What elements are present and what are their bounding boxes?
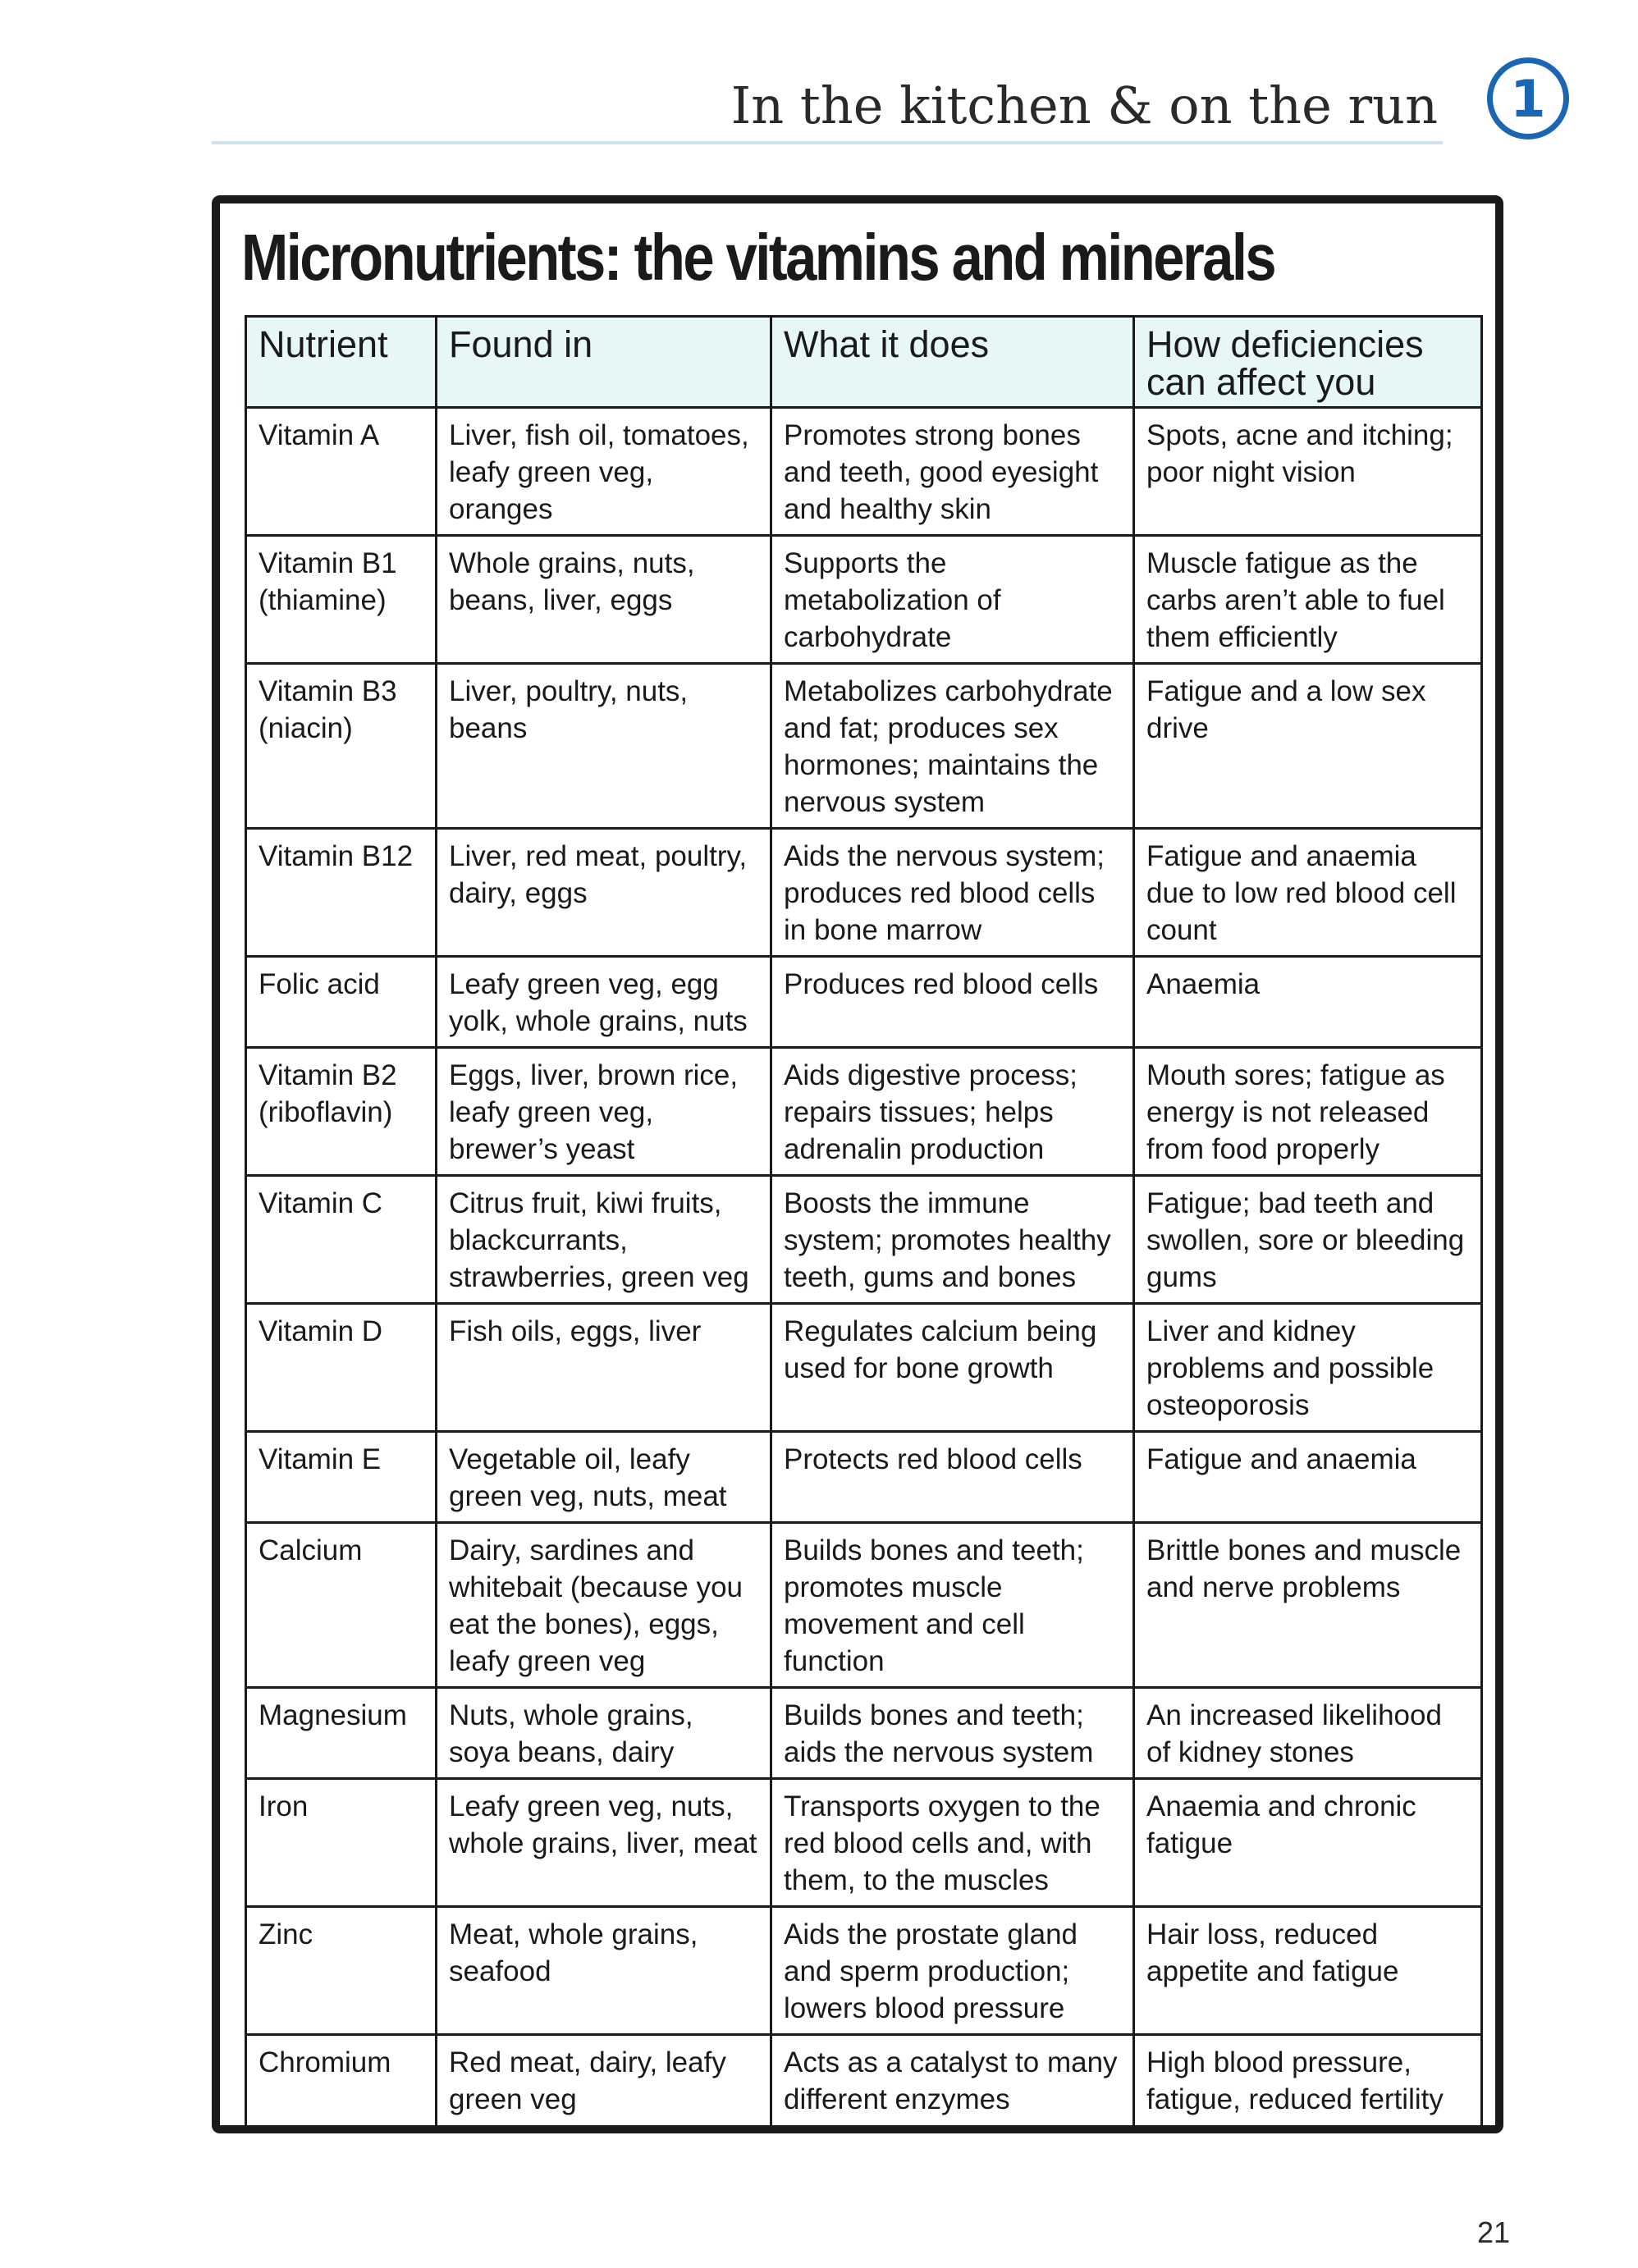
- table-row: [246, 1779, 1482, 1907]
- deficiency-cell: Fatigue and anaemia due to low red blood cell count: [1134, 829, 1482, 957]
- micronutrients-table: [245, 315, 1483, 2131]
- found-in-cell: Fish oils, eggs, liver: [437, 1304, 771, 1432]
- nutrient-cell: Vitamin B12: [246, 829, 437, 957]
- table-row: [246, 829, 1482, 957]
- column-header-deficiency: How deficiencies can affect you: [1134, 317, 1482, 408]
- what-it-does-cell: Aids the prostate gland and sperm production; lowers blood pressure: [771, 1907, 1134, 2035]
- found-in-cell: Leafy green veg, nuts, whole grains, liver, meat: [437, 1779, 771, 1907]
- what-it-does-cell: Acts as a catalyst to many different enzymes: [771, 2035, 1134, 2130]
- found-in-cell: Whole grains, nuts, beans, liver, eggs: [437, 536, 771, 664]
- column-header-what-it-does: What it does: [771, 317, 1134, 408]
- nutrient-cell: Vitamin B2 (riboflavin): [246, 1048, 437, 1176]
- table-row: [246, 1432, 1482, 1523]
- table-row: [246, 1688, 1482, 1779]
- nutrient-cell: Chromium: [246, 2035, 437, 2130]
- what-it-does-cell: Supports the metabolization of carbohydrate: [771, 536, 1134, 664]
- what-it-does-cell: Produces red blood cells: [771, 957, 1134, 1048]
- found-in-cell: Vegetable oil, leafy green veg, nuts, meat: [437, 1432, 771, 1523]
- deficiency-cell: Mouth sores; fatigue as energy is not released from food properly: [1134, 1048, 1482, 1176]
- deficiency-cell: Brittle bones and muscle and nerve problems: [1134, 1523, 1482, 1688]
- deficiency-cell: High blood pressure, fatigue, reduced fertility: [1134, 2035, 1482, 2130]
- running-title: In the kitchen & on the run: [730, 75, 1438, 135]
- table-row: [246, 1523, 1482, 1688]
- what-it-does-cell: Metabolizes carbohydrate and fat; produces sex hormones; maintains the nervous system: [771, 664, 1134, 829]
- micronutrients-panel: [212, 195, 1503, 2133]
- what-it-does-cell: Builds bones and teeth; aids the nervous system: [771, 1688, 1134, 1779]
- what-it-does-cell: Transports oxygen to the red blood cells and, with them, to the muscles: [771, 1779, 1134, 1907]
- table-row: [246, 1304, 1482, 1432]
- table-row: [246, 2035, 1482, 2130]
- table-row: [246, 957, 1482, 1048]
- header-divider: [212, 141, 1443, 144]
- found-in-cell: Leafy green veg, egg yolk, whole grains, nuts: [437, 957, 771, 1048]
- nutrient-cell: Calcium: [246, 1523, 437, 1688]
- chapter-number-badge: 1: [1487, 57, 1569, 139]
- column-header-found-in: Found in: [437, 317, 771, 408]
- deficiency-cell: Hair loss, reduced appetite and fatigue: [1134, 1907, 1482, 2035]
- page-number: 21: [1476, 2215, 1510, 2249]
- table-header-row: [246, 317, 1482, 408]
- what-it-does-cell: Builds bones and teeth; promotes muscle movement and cell function: [771, 1523, 1134, 1688]
- deficiency-cell: Fatigue; bad teeth and swollen, sore or bleeding gums: [1134, 1176, 1482, 1304]
- found-in-cell: Meat, whole grains, seafood: [437, 1907, 771, 2035]
- what-it-does-cell: Regulates calcium being used for bone growth: [771, 1304, 1134, 1432]
- found-in-cell: Dairy, sardines and whitebait (because you eat the bones), eggs, leafy green veg: [437, 1523, 771, 1688]
- column-header-nutrient: Nutrient: [246, 317, 437, 408]
- nutrient-cell: Vitamin D: [246, 1304, 437, 1432]
- what-it-does-cell: Promotes strong bones and teeth, good eyesight and healthy skin: [771, 408, 1134, 536]
- table-row: [246, 1048, 1482, 1176]
- deficiency-cell: Muscle fatigue as the carbs aren’t able to fuel them efficiently: [1134, 536, 1482, 664]
- deficiency-cell: Fatigue and a low sex drive: [1134, 664, 1482, 829]
- what-it-does-cell: Boosts the immune system; promotes healthy teeth, gums and bones: [771, 1176, 1134, 1304]
- deficiency-cell: Liver and kidney problems and possible osteoporosis: [1134, 1304, 1482, 1432]
- deficiency-cell: Anaemia and chronic fatigue: [1134, 1779, 1482, 1907]
- deficiency-cell: Spots, acne and itching; poor night vision: [1134, 408, 1482, 536]
- panel-title: Micronutrients: the vitamins and minerals: [241, 221, 1275, 294]
- deficiency-cell: Anaemia: [1134, 957, 1482, 1048]
- nutrient-cell: Zinc: [246, 1907, 437, 2035]
- found-in-cell: Liver, red meat, poultry, dairy, eggs: [437, 829, 771, 957]
- found-in-cell: Liver, fish oil, tomatoes, leafy green veg, oranges: [437, 408, 771, 536]
- nutrient-cell: Vitamin C: [246, 1176, 437, 1304]
- table-row: [246, 1176, 1482, 1304]
- table-row: [246, 664, 1482, 829]
- nutrient-cell: Vitamin B1 (thiamine): [246, 536, 437, 664]
- nutrient-cell: Vitamin B3 (niacin): [246, 664, 437, 829]
- found-in-cell: Liver, poultry, nuts, beans: [437, 664, 771, 829]
- table-row: [246, 536, 1482, 664]
- what-it-does-cell: Aids the nervous system; produces red blood cells in bone marrow: [771, 829, 1134, 957]
- what-it-does-cell: Protects red blood cells: [771, 1432, 1134, 1523]
- found-in-cell: Red meat, dairy, leafy green veg: [437, 2035, 771, 2130]
- nutrient-cell: Folic acid: [246, 957, 437, 1048]
- found-in-cell: Citrus fruit, kiwi fruits, blackcurrants, strawberries, green veg: [437, 1176, 771, 1304]
- found-in-cell: Eggs, liver, brown rice, leafy green veg, brewer’s yeast: [437, 1048, 771, 1176]
- nutrient-cell: Vitamin E: [246, 1432, 437, 1523]
- table-row: [246, 408, 1482, 536]
- deficiency-cell: An increased likelihood of kidney stones: [1134, 1688, 1482, 1779]
- found-in-cell: Nuts, whole grains, soya beans, dairy: [437, 1688, 771, 1779]
- what-it-does-cell: Aids digestive process; repairs tissues; helps adrenalin production: [771, 1048, 1134, 1176]
- table-row: [246, 1907, 1482, 2035]
- nutrient-cell: Vitamin A: [246, 408, 437, 536]
- nutrient-cell: Iron: [246, 1779, 437, 1907]
- nutrient-cell: Magnesium: [246, 1688, 437, 1779]
- deficiency-cell: Fatigue and anaemia: [1134, 1432, 1482, 1523]
